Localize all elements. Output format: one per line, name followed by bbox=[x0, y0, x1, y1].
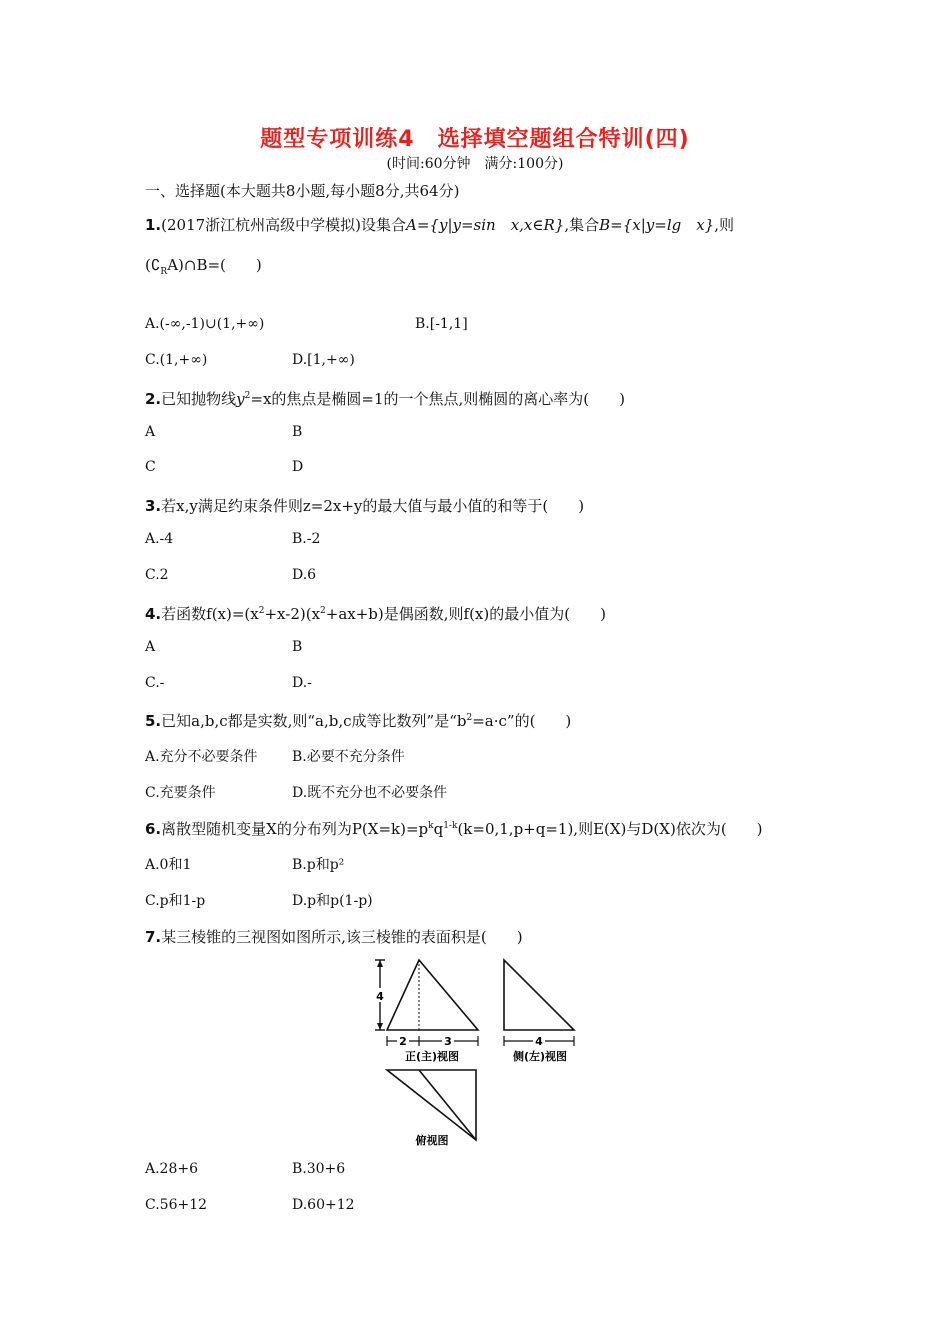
three-view-figure bbox=[360, 950, 590, 1150]
question-5-stem bbox=[145, 710, 571, 731]
question-text: =a·c”的( ) bbox=[472, 712, 572, 730]
option-b[interactable]: B bbox=[292, 424, 303, 440]
option-d[interactable]: D bbox=[292, 459, 304, 475]
option-d[interactable]: D.6 bbox=[292, 567, 317, 583]
question-number: 6. bbox=[145, 820, 162, 838]
option-c[interactable]: C.p和1-p bbox=[145, 893, 206, 909]
top-view-caption: 俯视图 bbox=[415, 1134, 449, 1147]
question-number: 4. bbox=[145, 605, 162, 623]
set-a-expression: A={y|y=sin x,x∈R} bbox=[406, 216, 565, 234]
question-number: 5. bbox=[145, 712, 162, 730]
option-d[interactable]: D.- bbox=[292, 675, 312, 691]
question-number: 7. bbox=[145, 928, 162, 946]
option-a[interactable]: A.28+6 bbox=[145, 1161, 199, 1177]
page-subtitle: (时间:60分钟 满分:100分) bbox=[386, 156, 564, 172]
front-view-caption: 正(主)视图 bbox=[404, 1050, 460, 1063]
option-b[interactable]: B.30+6 bbox=[292, 1161, 346, 1177]
question-text: q bbox=[433, 820, 444, 838]
option-b[interactable]: B.[-1,1] bbox=[415, 316, 468, 332]
question-text: =x的焦点是椭圆=1的一个焦点,则椭圆的离心率为( ) bbox=[250, 390, 625, 408]
side-view-caption: 侧(左)视图 bbox=[512, 1050, 568, 1063]
option-a[interactable]: A.0和1 bbox=[145, 857, 192, 873]
section-heading: 一、选择题(本大题共8小题,每小题8分,共64分) bbox=[145, 182, 460, 200]
option-a[interactable]: A.充分不必要条件 bbox=[145, 749, 258, 765]
option-c[interactable]: C.- bbox=[145, 675, 165, 691]
question-text: 离散型随机变量X的分布列为P(X=k)=p bbox=[161, 820, 429, 838]
superscript: 2 bbox=[320, 606, 326, 616]
option-a[interactable]: A.-4 bbox=[145, 531, 174, 547]
superscript: 1-k bbox=[443, 821, 458, 831]
question-text: A)∩B=( ) bbox=[167, 256, 262, 274]
option-a[interactable]: A.(-∞,-1)∪(1,+∞) bbox=[145, 316, 265, 332]
front-view bbox=[374, 960, 478, 1063]
option-c[interactable]: C.56+12 bbox=[145, 1197, 208, 1213]
question-6-stem bbox=[145, 818, 763, 839]
superscript: k bbox=[428, 821, 434, 831]
option-c[interactable]: C.(1,+∞) bbox=[145, 352, 208, 368]
option-c[interactable]: C.充要条件 bbox=[145, 785, 216, 801]
question-text: 已知a,b,c都是实数,则“a,b,c成等比数列”是“b bbox=[161, 712, 467, 730]
option-a[interactable]: A bbox=[145, 639, 156, 655]
superscript: 2 bbox=[258, 606, 265, 616]
superscript: 2 bbox=[466, 713, 473, 723]
question-2-stem bbox=[145, 388, 625, 409]
question-text: 已知抛物线 bbox=[161, 390, 237, 408]
question-1-stem-line2 bbox=[145, 254, 262, 275]
question-number: 2. bbox=[145, 390, 162, 408]
question-text: ,则 bbox=[714, 216, 734, 234]
question-text: ,集合 bbox=[564, 216, 600, 234]
page-title: 题型专项训练4 选择填空题组合特训(四) bbox=[260, 127, 690, 152]
option-d[interactable]: D.[1,+∞) bbox=[292, 352, 355, 368]
question-number: 3. bbox=[145, 497, 162, 515]
question-text: +ax+b)是偶函数,则f(x)的最小值为( ) bbox=[325, 605, 606, 623]
option-b[interactable]: B.p和p² bbox=[292, 857, 345, 873]
option-d[interactable]: D.60+12 bbox=[292, 1197, 355, 1213]
option-d[interactable]: D.既不充分也不必要条件 bbox=[292, 785, 448, 801]
option-b[interactable]: B.-2 bbox=[292, 531, 321, 547]
question-text: 某三棱锥的三视图如图所示,该三棱锥的表面积是( ) bbox=[161, 928, 523, 946]
dimension-label: 4 bbox=[535, 1035, 543, 1048]
top-view bbox=[387, 1070, 476, 1147]
superscript: 2 bbox=[244, 391, 251, 401]
question-text: 若x,y满足约束条件则z=2x+y的最大值与最小值的和等于( ) bbox=[161, 497, 585, 515]
question-text: +x-2)(x bbox=[264, 605, 321, 623]
dimension-label: 2 bbox=[399, 1035, 407, 1048]
option-a[interactable]: A bbox=[145, 424, 156, 440]
question-text: 若函数f(x)=(x bbox=[161, 605, 259, 623]
question-text: (2017浙江杭州高级中学模拟)设集合 bbox=[161, 216, 407, 234]
dimension-label: 4 bbox=[376, 990, 384, 1003]
question-text: (k=0,1,p+q=1),则E(X)与D(X)依次为( ) bbox=[457, 820, 763, 838]
dimension-label: 3 bbox=[444, 1035, 452, 1048]
question-number: 1. bbox=[145, 216, 162, 234]
option-c[interactable]: C bbox=[145, 459, 156, 475]
variable: y bbox=[236, 390, 245, 408]
question-1-stem bbox=[145, 214, 734, 235]
option-d[interactable]: D.p和p(1-p) bbox=[292, 893, 373, 909]
question-text: (∁ bbox=[145, 256, 161, 274]
question-3-stem bbox=[145, 495, 584, 516]
question-4-stem bbox=[145, 603, 606, 624]
subscript: R bbox=[160, 267, 168, 277]
option-b[interactable]: B.必要不充分条件 bbox=[292, 749, 405, 765]
option-b[interactable]: B bbox=[292, 639, 303, 655]
side-view bbox=[504, 960, 574, 1063]
option-c[interactable]: C.2 bbox=[145, 567, 169, 583]
question-7-stem bbox=[145, 926, 523, 947]
set-b-expression: B={x|y=lg x} bbox=[599, 216, 715, 234]
